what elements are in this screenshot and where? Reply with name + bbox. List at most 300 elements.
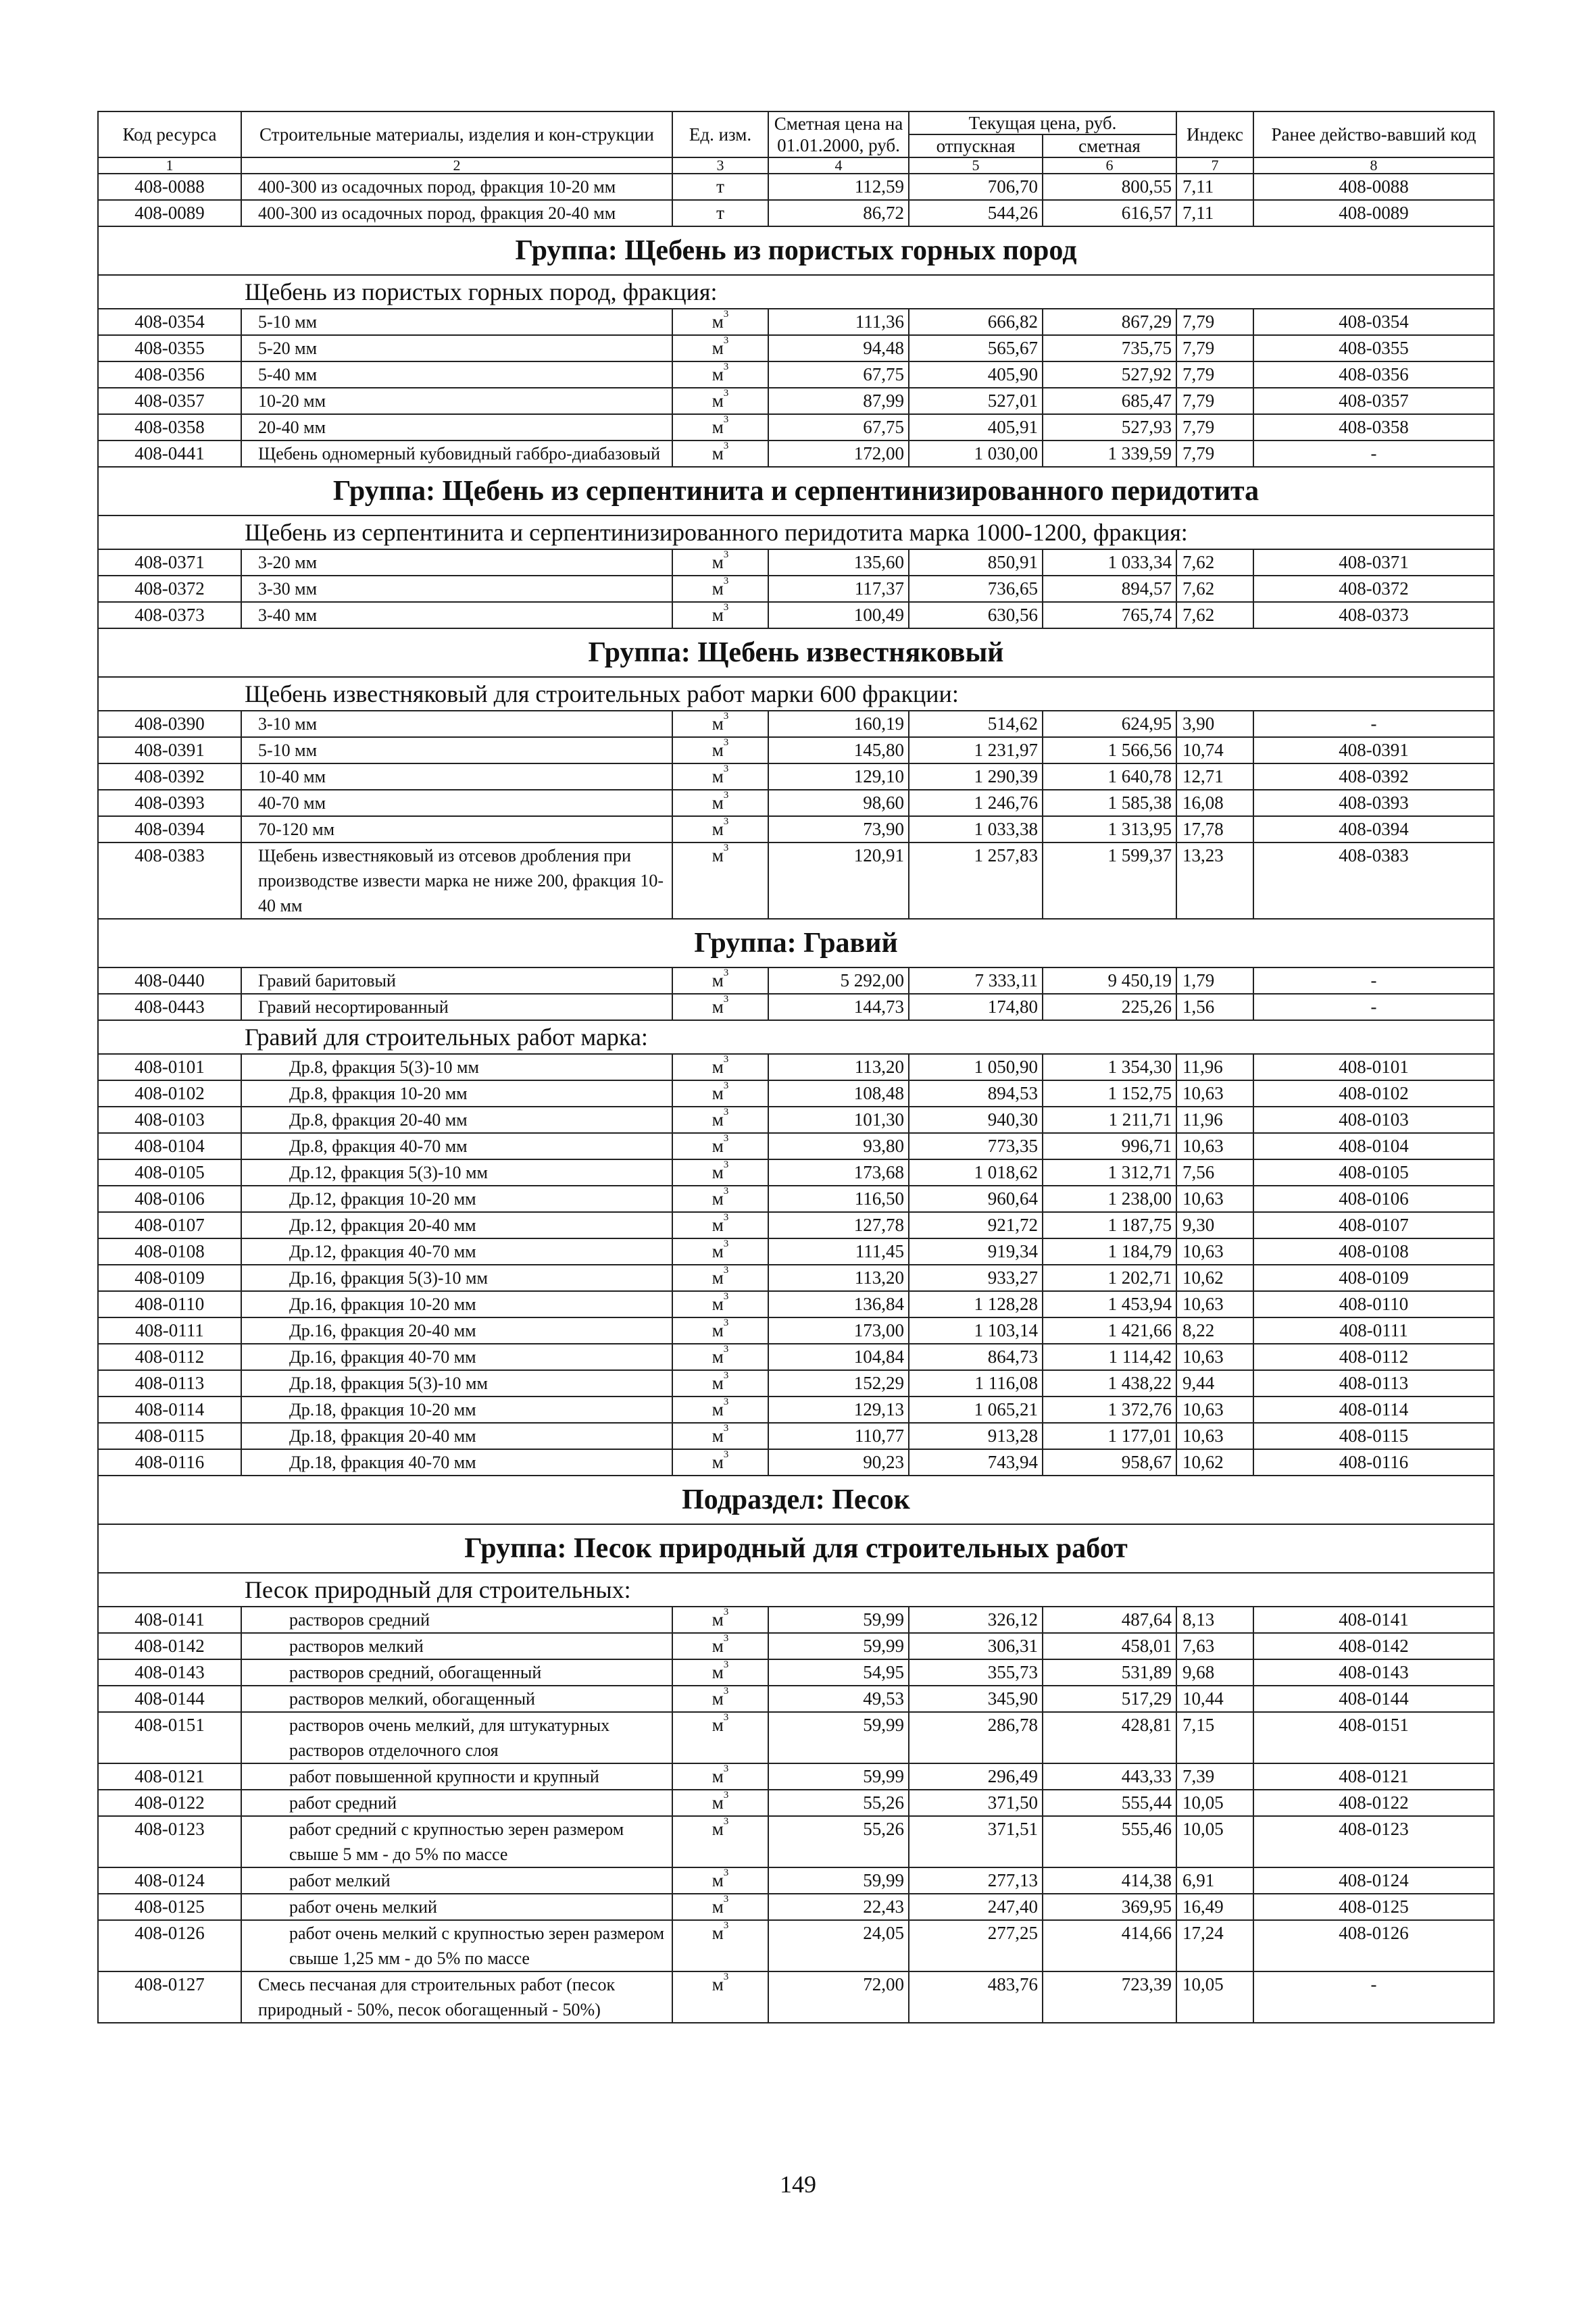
unit-cell bbox=[672, 1971, 768, 2023]
release-price: 940,30 bbox=[909, 1107, 1043, 1133]
base-price: 67,75 bbox=[768, 361, 909, 388]
group-heading-row bbox=[98, 628, 1494, 677]
material-name: растворов очень мелкий, для штукатурных растворов отделочного слоя bbox=[241, 1712, 672, 1763]
price-index: 10,63 bbox=[1176, 1397, 1253, 1423]
subgroup-heading: Гравий для строительных работ марка: bbox=[98, 1020, 1494, 1054]
material-name: растворов мелкий, обогащенный bbox=[241, 1686, 672, 1712]
unit-superscript: 3 bbox=[723, 994, 729, 1005]
unit: м bbox=[712, 1188, 724, 1209]
table-row bbox=[98, 1816, 1494, 1867]
resource-code: 408-0373 bbox=[98, 602, 241, 628]
base-price: 127,78 bbox=[768, 1212, 909, 1238]
release-price: 544,26 bbox=[909, 200, 1043, 226]
table-row bbox=[98, 335, 1494, 361]
unit: м bbox=[712, 1162, 724, 1182]
table-row bbox=[98, 1763, 1494, 1790]
release-price: 666,82 bbox=[909, 309, 1043, 335]
estimate-price: 723,39 bbox=[1043, 1971, 1176, 2023]
unit-superscript: 3 bbox=[723, 1370, 729, 1381]
resource-code: 408-0354 bbox=[98, 309, 241, 335]
previous-code: 408-0373 bbox=[1253, 602, 1494, 628]
unit-cell bbox=[672, 1712, 768, 1763]
release-price: 277,25 bbox=[909, 1920, 1043, 1971]
unit: м bbox=[712, 311, 724, 332]
estimate-price: 1 114,42 bbox=[1043, 1344, 1176, 1370]
estimate-price: 1 599,37 bbox=[1043, 842, 1176, 919]
base-price: 73,90 bbox=[768, 816, 909, 842]
previous-code: 408-0121 bbox=[1253, 1763, 1494, 1790]
resource-code: 408-0113 bbox=[98, 1370, 241, 1397]
price-index: 7,15 bbox=[1176, 1712, 1253, 1763]
release-price: 743,94 bbox=[909, 1449, 1043, 1476]
material-name: 5-40 мм bbox=[241, 361, 672, 388]
price-index: 7,79 bbox=[1176, 335, 1253, 361]
previous-code: - bbox=[1253, 711, 1494, 737]
unit: м bbox=[712, 1792, 724, 1813]
unit-superscript: 3 bbox=[723, 1816, 729, 1827]
previous-code: 408-0358 bbox=[1253, 414, 1494, 441]
previous-code: 408-0354 bbox=[1253, 309, 1494, 335]
price-index: 7,11 bbox=[1176, 174, 1253, 200]
unit-cell bbox=[672, 1370, 768, 1397]
previous-code: 408-0107 bbox=[1253, 1212, 1494, 1238]
base-price: 136,84 bbox=[768, 1291, 909, 1317]
previous-code: 408-0144 bbox=[1253, 1686, 1494, 1712]
previous-code: 408-0089 bbox=[1253, 200, 1494, 226]
material-name: растворов средний, обогащенный bbox=[241, 1659, 672, 1686]
unit-superscript: 3 bbox=[723, 1133, 729, 1144]
previous-code: 408-0104 bbox=[1253, 1133, 1494, 1159]
unit-cell bbox=[672, 1607, 768, 1633]
previous-code: 408-0371 bbox=[1253, 549, 1494, 576]
release-price: 405,90 bbox=[909, 361, 1043, 388]
estimate-price: 1 354,30 bbox=[1043, 1054, 1176, 1080]
estimate-price: 1 238,00 bbox=[1043, 1186, 1176, 1212]
estimate-price: 1 339,59 bbox=[1043, 441, 1176, 467]
base-price: 145,80 bbox=[768, 737, 909, 763]
base-price: 129,10 bbox=[768, 763, 909, 790]
group-heading-row bbox=[98, 226, 1494, 275]
col-number: 1 bbox=[98, 157, 241, 174]
unit: м bbox=[712, 1452, 724, 1472]
resource-code: 408-0127 bbox=[98, 1971, 241, 2023]
release-price: 1 290,39 bbox=[909, 763, 1043, 790]
base-price: 129,13 bbox=[768, 1397, 909, 1423]
previous-code: 408-0113 bbox=[1253, 1370, 1494, 1397]
table-row bbox=[98, 1607, 1494, 1633]
estimate-price: 1 033,34 bbox=[1043, 549, 1176, 576]
unit-superscript: 3 bbox=[723, 711, 729, 722]
unit-cell bbox=[672, 790, 768, 816]
price-index: 10,05 bbox=[1176, 1790, 1253, 1816]
unit-superscript: 3 bbox=[723, 1607, 729, 1617]
unit-superscript: 3 bbox=[723, 1867, 729, 1878]
estimate-price: 1 372,76 bbox=[1043, 1397, 1176, 1423]
unit-cell bbox=[672, 1816, 768, 1867]
unit: м bbox=[712, 443, 724, 463]
previous-code: 408-0383 bbox=[1253, 842, 1494, 919]
previous-code: 408-0110 bbox=[1253, 1291, 1494, 1317]
unit-superscript: 3 bbox=[723, 1971, 729, 1982]
release-price: 277,13 bbox=[909, 1867, 1043, 1894]
release-price: 850,91 bbox=[909, 549, 1043, 576]
header-row bbox=[98, 111, 1494, 134]
base-price: 113,20 bbox=[768, 1265, 909, 1291]
price-index: 10,74 bbox=[1176, 737, 1253, 763]
resource-code: 408-0440 bbox=[98, 967, 241, 994]
estimate-price: 531,89 bbox=[1043, 1659, 1176, 1686]
price-index: 8,13 bbox=[1176, 1607, 1253, 1633]
unit-superscript: 3 bbox=[723, 1659, 729, 1670]
material-name: Гравий баритовый bbox=[241, 967, 672, 994]
unit-cell bbox=[672, 763, 768, 790]
price-index: 10,63 bbox=[1176, 1238, 1253, 1265]
estimate-price: 1 313,95 bbox=[1043, 816, 1176, 842]
unit-superscript: 3 bbox=[723, 1894, 729, 1905]
unit-superscript: 3 bbox=[723, 842, 729, 853]
base-price: 59,99 bbox=[768, 1867, 909, 1894]
material-name: Щебень одномерный кубовидный габбро-диабазовый bbox=[241, 441, 672, 467]
estimate-price: 414,38 bbox=[1043, 1867, 1176, 1894]
base-price: 173,68 bbox=[768, 1159, 909, 1186]
unit-superscript: 3 bbox=[723, 335, 729, 346]
material-name: Др.16, фракция 5(3)-10 мм bbox=[241, 1265, 672, 1291]
resource-code: 408-0110 bbox=[98, 1291, 241, 1317]
price-index: 7,11 bbox=[1176, 200, 1253, 226]
material-name: 400-300 из осадочных пород, фракция 10-20 мм bbox=[241, 174, 672, 200]
previous-code: 408-0105 bbox=[1253, 1159, 1494, 1186]
base-price: 98,60 bbox=[768, 790, 909, 816]
table-row bbox=[98, 1133, 1494, 1159]
unit: м bbox=[712, 1715, 724, 1735]
previous-code: 408-0116 bbox=[1253, 1449, 1494, 1476]
col-unit-header: Ед. изм. bbox=[672, 111, 768, 157]
base-price: 160,19 bbox=[768, 711, 909, 737]
material-name: растворов мелкий bbox=[241, 1633, 672, 1659]
unit-cell bbox=[672, 1291, 768, 1317]
estimate-price: 527,93 bbox=[1043, 414, 1176, 441]
unit: м bbox=[712, 713, 724, 734]
estimate-price: 487,64 bbox=[1043, 1607, 1176, 1633]
unit-cell bbox=[672, 1659, 768, 1686]
unit: м bbox=[712, 1974, 724, 1994]
resource-code: 408-0125 bbox=[98, 1894, 241, 1920]
previous-code: 408-0103 bbox=[1253, 1107, 1494, 1133]
estimate-price: 428,81 bbox=[1043, 1712, 1176, 1763]
estimate-price: 867,29 bbox=[1043, 309, 1176, 335]
release-price: 483,76 bbox=[909, 1971, 1043, 2023]
unit: м bbox=[712, 1136, 724, 1156]
release-price: 405,91 bbox=[909, 414, 1043, 441]
base-price: 22,43 bbox=[768, 1894, 909, 1920]
unit-cell bbox=[672, 414, 768, 441]
unit-cell bbox=[672, 441, 768, 467]
unit: м bbox=[712, 1819, 724, 1839]
unit: м bbox=[712, 338, 724, 358]
material-name: Др.16, фракция 20-40 мм bbox=[241, 1317, 672, 1344]
unit-cell bbox=[672, 549, 768, 576]
unit-cell bbox=[672, 1107, 768, 1133]
unit-superscript: 3 bbox=[723, 1633, 729, 1644]
release-price: 296,49 bbox=[909, 1763, 1043, 1790]
unit: м bbox=[712, 1399, 724, 1419]
estimate-price: 527,92 bbox=[1043, 361, 1176, 388]
estimate-price: 996,71 bbox=[1043, 1133, 1176, 1159]
price-index: 10,63 bbox=[1176, 1423, 1253, 1449]
unit-superscript: 3 bbox=[723, 1212, 729, 1223]
unit: м bbox=[712, 740, 724, 760]
previous-code: 408-0109 bbox=[1253, 1265, 1494, 1291]
estimate-price: 1 184,79 bbox=[1043, 1238, 1176, 1265]
unit-cell bbox=[672, 1159, 768, 1186]
table-row bbox=[98, 1971, 1494, 2023]
previous-code: 408-0112 bbox=[1253, 1344, 1494, 1370]
release-price: 514,62 bbox=[909, 711, 1043, 737]
material-name: Др.8, фракция 40-70 мм bbox=[241, 1133, 672, 1159]
resource-code: 408-0393 bbox=[98, 790, 241, 816]
unit-cell bbox=[672, 1423, 768, 1449]
base-price: 59,99 bbox=[768, 1763, 909, 1790]
base-price: 59,99 bbox=[768, 1633, 909, 1659]
previous-code: - bbox=[1253, 441, 1494, 467]
base-price: 152,29 bbox=[768, 1370, 909, 1397]
price-index: 13,23 bbox=[1176, 842, 1253, 919]
estimate-price: 1 585,38 bbox=[1043, 790, 1176, 816]
material-name: 3-40 мм bbox=[241, 602, 672, 628]
table-row bbox=[98, 1344, 1494, 1370]
release-price: 1 030,00 bbox=[909, 441, 1043, 467]
unit-superscript: 3 bbox=[723, 309, 729, 320]
base-price: 111,45 bbox=[768, 1238, 909, 1265]
unit-superscript: 3 bbox=[723, 388, 729, 399]
unit: т bbox=[716, 176, 724, 197]
estimate-price: 1 177,01 bbox=[1043, 1423, 1176, 1449]
unit: м bbox=[712, 605, 724, 625]
resource-code: 408-0356 bbox=[98, 361, 241, 388]
subgroup-heading-row bbox=[98, 1020, 1494, 1054]
resource-code: 408-0355 bbox=[98, 335, 241, 361]
release-price: 1 050,90 bbox=[909, 1054, 1043, 1080]
resource-code: 408-0104 bbox=[98, 1133, 241, 1159]
price-index: 17,24 bbox=[1176, 1920, 1253, 1971]
price-index: 9,30 bbox=[1176, 1212, 1253, 1238]
unit-cell bbox=[672, 967, 768, 994]
base-price: 172,00 bbox=[768, 441, 909, 467]
group-heading: Группа: Щебень из серпентинита и серпентинизированного перидотита bbox=[98, 467, 1494, 515]
previous-code: 408-0102 bbox=[1253, 1080, 1494, 1107]
material-name: Др.8, фракция 20-40 мм bbox=[241, 1107, 672, 1133]
table-row bbox=[98, 1894, 1494, 1920]
unit: м bbox=[712, 1688, 724, 1709]
base-price: 110,77 bbox=[768, 1423, 909, 1449]
release-price: 371,51 bbox=[909, 1816, 1043, 1867]
estimate-price: 1 438,22 bbox=[1043, 1370, 1176, 1397]
base-price: 59,99 bbox=[768, 1712, 909, 1763]
release-price: 1 128,28 bbox=[909, 1291, 1043, 1317]
unit-superscript: 3 bbox=[723, 763, 729, 774]
release-price: 527,01 bbox=[909, 388, 1043, 414]
price-index: 1,56 bbox=[1176, 994, 1253, 1020]
estimate-price: 800,55 bbox=[1043, 174, 1176, 200]
price-index: 7,79 bbox=[1176, 414, 1253, 441]
previous-code: 408-0106 bbox=[1253, 1186, 1494, 1212]
material-name: Др.12, фракция 5(3)-10 мм bbox=[241, 1159, 672, 1186]
previous-code: 408-0393 bbox=[1253, 790, 1494, 816]
price-index: 7,56 bbox=[1176, 1159, 1253, 1186]
group-heading: Подраздел: Песок bbox=[98, 1476, 1494, 1524]
subgroup-heading: Песок природный для строительных: bbox=[98, 1573, 1494, 1607]
material-name: работ повышенной крупности и крупный bbox=[241, 1763, 672, 1790]
estimate-price: 685,47 bbox=[1043, 388, 1176, 414]
unit: м bbox=[712, 1766, 724, 1786]
col-estimate-header: сметная bbox=[1043, 134, 1176, 157]
col-release-header: отпускная bbox=[909, 134, 1043, 157]
group-heading: Группа: Щебень известняковый bbox=[98, 628, 1494, 677]
unit: м bbox=[712, 364, 724, 384]
table-row bbox=[98, 1265, 1494, 1291]
table-row bbox=[98, 1291, 1494, 1317]
group-heading: Группа: Песок природный для строительных работ bbox=[98, 1524, 1494, 1573]
resource-code: 408-0441 bbox=[98, 441, 241, 467]
unit-cell bbox=[672, 1920, 768, 1971]
table-row bbox=[98, 388, 1494, 414]
group-heading-row bbox=[98, 1524, 1494, 1573]
unit-cell bbox=[672, 602, 768, 628]
release-price: 174,80 bbox=[909, 994, 1043, 1020]
unit-superscript: 3 bbox=[723, 967, 729, 978]
estimate-price: 369,95 bbox=[1043, 1894, 1176, 1920]
estimate-price: 458,01 bbox=[1043, 1633, 1176, 1659]
resource-code: 408-0151 bbox=[98, 1712, 241, 1763]
release-price: 371,50 bbox=[909, 1790, 1043, 1816]
unit: м bbox=[712, 1294, 724, 1314]
previous-code: 408-0355 bbox=[1253, 335, 1494, 361]
resource-code: 408-0109 bbox=[98, 1265, 241, 1291]
resource-code: 408-0105 bbox=[98, 1159, 241, 1186]
price-index: 7,63 bbox=[1176, 1633, 1253, 1659]
unit-cell bbox=[672, 1186, 768, 1212]
col-code-header: Код ресурса bbox=[98, 111, 241, 157]
base-price: 112,59 bbox=[768, 174, 909, 200]
unit-cell bbox=[672, 1265, 768, 1291]
base-price: 5 292,00 bbox=[768, 967, 909, 994]
previous-code: 408-0356 bbox=[1253, 361, 1494, 388]
previous-code: 408-0122 bbox=[1253, 1790, 1494, 1816]
col-number: 4 bbox=[768, 157, 909, 174]
resource-code: 408-0089 bbox=[98, 200, 241, 226]
price-table-sheet bbox=[97, 111, 1493, 2023]
release-price: 1 018,62 bbox=[909, 1159, 1043, 1186]
base-price: 120,91 bbox=[768, 842, 909, 919]
unit: м bbox=[712, 1320, 724, 1340]
material-name: работ очень мелкий с крупностью зерен размером свыше 1,25 мм - до 5% по массе bbox=[241, 1920, 672, 1971]
estimate-price: 9 450,19 bbox=[1043, 967, 1176, 994]
price-index: 10,44 bbox=[1176, 1686, 1253, 1712]
unit-cell bbox=[672, 335, 768, 361]
unit: м bbox=[712, 1347, 724, 1367]
subgroup-heading: Щебень из серпентинита и серпентинизированного перидотита марка 1000-1200, фракция: bbox=[98, 515, 1494, 549]
table-row bbox=[98, 1212, 1494, 1238]
unit-cell bbox=[672, 1763, 768, 1790]
release-price: 960,64 bbox=[909, 1186, 1043, 1212]
estimate-price: 624,95 bbox=[1043, 711, 1176, 737]
unit-cell bbox=[672, 1397, 768, 1423]
unit-cell bbox=[672, 994, 768, 1020]
price-index: 10,63 bbox=[1176, 1080, 1253, 1107]
price-index: 7,62 bbox=[1176, 576, 1253, 602]
estimate-price: 443,33 bbox=[1043, 1763, 1176, 1790]
unit-superscript: 3 bbox=[723, 1344, 729, 1355]
material-name: Смесь песчаная для строительных работ (песок природный - 50%, песок обогащенный - 50%) bbox=[241, 1971, 672, 2023]
unit-superscript: 3 bbox=[723, 1449, 729, 1460]
unit: м bbox=[712, 1923, 724, 1943]
release-price: 1 065,21 bbox=[909, 1397, 1043, 1423]
estimate-price: 1 211,71 bbox=[1043, 1107, 1176, 1133]
unit-cell bbox=[672, 1238, 768, 1265]
base-price: 55,26 bbox=[768, 1790, 909, 1816]
previous-code: 408-0123 bbox=[1253, 1816, 1494, 1867]
resource-code: 408-0121 bbox=[98, 1763, 241, 1790]
material-name: Др.18, фракция 5(3)-10 мм bbox=[241, 1370, 672, 1397]
material-name: Щебень известняковый из отсевов дробления при производстве извести марка не ниже 200, фракция 10-40 мм bbox=[241, 842, 672, 919]
group-heading-row bbox=[98, 919, 1494, 967]
table-row bbox=[98, 711, 1494, 737]
material-name: 5-20 мм bbox=[241, 335, 672, 361]
subsection-heading-row bbox=[98, 1476, 1494, 1524]
subgroup-heading-row bbox=[98, 275, 1494, 309]
resource-code: 408-0141 bbox=[98, 1607, 241, 1633]
base-price: 117,37 bbox=[768, 576, 909, 602]
release-price: 7 333,11 bbox=[909, 967, 1043, 994]
material-name: растворов средний bbox=[241, 1607, 672, 1633]
release-price: 933,27 bbox=[909, 1265, 1043, 1291]
price-index: 16,49 bbox=[1176, 1894, 1253, 1920]
col-index-header: Индекс bbox=[1176, 111, 1253, 157]
estimate-price: 735,75 bbox=[1043, 335, 1176, 361]
price-table-body bbox=[98, 174, 1494, 2023]
price-index: 7,79 bbox=[1176, 361, 1253, 388]
table-row bbox=[98, 1186, 1494, 1212]
base-price: 113,20 bbox=[768, 1054, 909, 1080]
table-row bbox=[98, 576, 1494, 602]
table-row bbox=[98, 1080, 1494, 1107]
page-number: 149 bbox=[780, 2171, 816, 2198]
material-name: 3-30 мм bbox=[241, 576, 672, 602]
release-price: 864,73 bbox=[909, 1344, 1043, 1370]
release-price: 1 231,97 bbox=[909, 737, 1043, 763]
previous-code: 408-0124 bbox=[1253, 1867, 1494, 1894]
base-price: 93,80 bbox=[768, 1133, 909, 1159]
base-price: 59,99 bbox=[768, 1607, 909, 1633]
unit-cell bbox=[672, 200, 768, 226]
estimate-price: 1 312,71 bbox=[1043, 1159, 1176, 1186]
base-price: 87,99 bbox=[768, 388, 909, 414]
unit: м bbox=[712, 1662, 724, 1682]
table-row bbox=[98, 763, 1494, 790]
estimate-price: 555,46 bbox=[1043, 1816, 1176, 1867]
table-row bbox=[98, 602, 1494, 628]
price-index: 1,79 bbox=[1176, 967, 1253, 994]
unit-superscript: 3 bbox=[723, 1159, 729, 1170]
previous-code: 408-0126 bbox=[1253, 1920, 1494, 1971]
price-index: 7,79 bbox=[1176, 388, 1253, 414]
table-row bbox=[98, 200, 1494, 226]
resource-code: 408-0142 bbox=[98, 1633, 241, 1659]
estimate-price: 616,57 bbox=[1043, 200, 1176, 226]
unit-superscript: 3 bbox=[723, 1291, 729, 1302]
resource-code: 408-0358 bbox=[98, 414, 241, 441]
table-row bbox=[98, 441, 1494, 467]
